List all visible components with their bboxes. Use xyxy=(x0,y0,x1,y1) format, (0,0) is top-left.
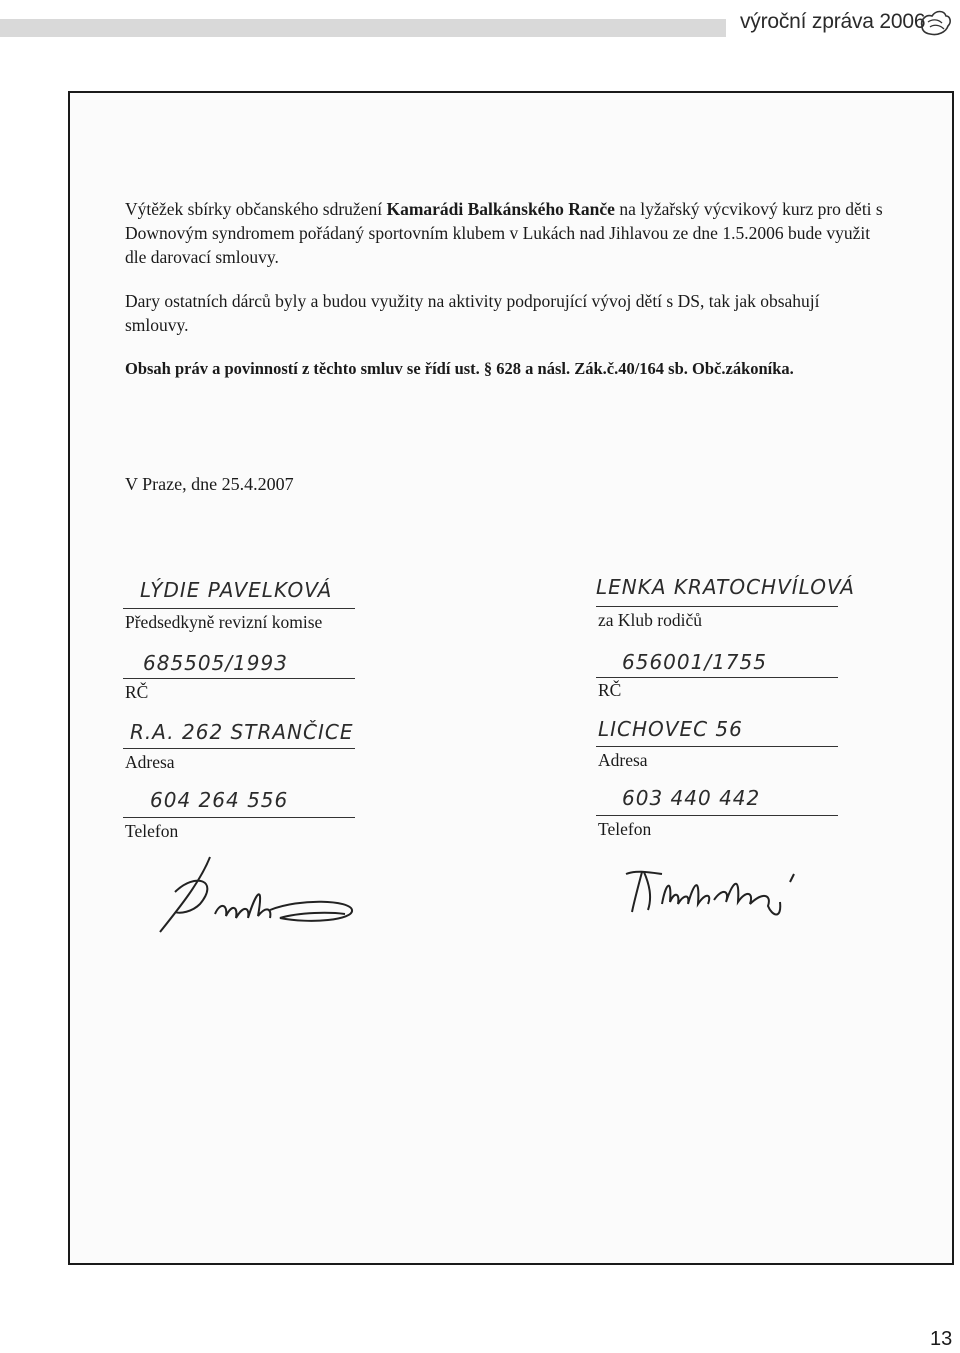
left-address-label: Adresa xyxy=(125,752,175,772)
right-phone-handwritten: 603 440 442 xyxy=(622,786,761,810)
right-address-label: Adresa xyxy=(598,750,648,770)
left-rc-label: RČ xyxy=(125,682,149,702)
right-rc-label: RČ xyxy=(598,680,622,700)
paragraph-legal-basis: Obsah práv a povinností z těchto smluv se řídí ust. § 628 a násl. Zák.č.40/164 sb. Obč.zákoníka. xyxy=(125,359,794,378)
left-rc-line xyxy=(123,678,355,679)
right-address-handwritten: LICHOVEC 56 xyxy=(598,717,743,741)
right-name-label: za Klub rodičů xyxy=(598,610,702,630)
right-address-line xyxy=(596,746,838,747)
left-name-handwritten: LÝDIE PAVELKOVÁ xyxy=(140,578,333,602)
left-phone-handwritten: 604 264 556 xyxy=(150,788,289,812)
left-name-label: Předsedkyně revizní komise xyxy=(125,612,323,632)
left-signature-icon xyxy=(140,852,365,942)
left-address-handwritten: R.A. 262 STRANČICE xyxy=(130,720,354,744)
right-rc-handwritten: 656001/1755 xyxy=(622,650,767,674)
right-name-handwritten: LENKA KRATOCHVÍLOVÁ xyxy=(596,575,855,599)
left-phone-label: Telefon xyxy=(125,821,179,841)
header-bar xyxy=(0,19,726,37)
left-rc-handwritten: 685505/1993 xyxy=(143,651,288,675)
left-phone-line xyxy=(123,817,355,818)
header-title: výroční zpráva 2006 xyxy=(740,10,926,33)
hands-logo-icon xyxy=(918,6,954,40)
place-and-date: V Praze, dne 25.4.2007 xyxy=(125,474,294,494)
page-number: 13 xyxy=(930,1328,953,1350)
right-phone-label: Telefon xyxy=(598,819,652,839)
right-rc-line xyxy=(596,677,838,678)
right-phone-line xyxy=(596,815,838,816)
right-signature-icon xyxy=(622,862,832,922)
right-name-line xyxy=(596,606,838,607)
left-name-line xyxy=(123,608,355,609)
left-address-line xyxy=(123,748,355,749)
paragraph-other-donors: Dary ostatních dárců byly a budou využity na aktivity podporující vývoj dětí s DS, tak jak obsahují smlouvy. xyxy=(125,291,820,335)
paragraph-donation-use: Výtěžek sbírky občanského sdružení Kamarádi Balkánského Ranče na lyžařský výcvikový kurz pro děti s Downovým syndromem pořádaný sportovním klubem v Lukách nad Jihlavou ze dne 1.5.2006 bude využit dle darovací smlouvy. xyxy=(125,199,883,267)
